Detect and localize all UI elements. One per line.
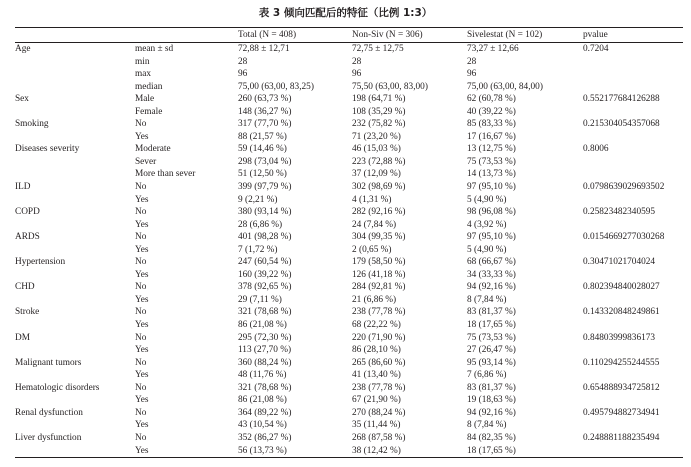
table-row (15, 382, 683, 395)
cell-sivelestat: 98 (96,08 %) (467, 207, 516, 218)
cell-level: Moderate (135, 144, 171, 155)
cell-level: No (135, 257, 147, 268)
cell-total: 86 (21,08 %) (238, 395, 287, 406)
table-row (15, 319, 683, 332)
cell-sivelestat: 83 (81,37 %) (467, 307, 516, 318)
cell-non-siv: 37 (12,09 %) (352, 169, 401, 180)
cell-non-siv: 126 (41,18 %) (352, 269, 406, 280)
table-row (15, 445, 683, 458)
cell-pvalue: 0.8006 (583, 144, 609, 155)
cell-pvalue (583, 168, 683, 181)
cell-non-siv: 179 (58,50 %) (352, 257, 406, 268)
cell-sivelestat: 62 (60,78 %) (467, 94, 516, 105)
cell-pvalue (583, 56, 683, 69)
cell-level: No (135, 119, 147, 130)
cell-non-siv: 35 (11,44 %) (352, 420, 401, 431)
cell-total: 96 (238, 69, 248, 80)
cell-level: No (135, 357, 147, 368)
cell-variable (15, 194, 135, 207)
cell-pvalue (583, 194, 683, 207)
cell-non-siv: 268 (87,58 %) (352, 432, 406, 443)
table-row (15, 93, 683, 106)
cell-non-siv: 282 (92,16 %) (352, 207, 406, 218)
cell-sivelestat: 84 (82,35 %) (467, 432, 516, 443)
cell-level: Yes (135, 445, 238, 458)
cell-total: 86 (21,08 %) (238, 320, 287, 331)
table-row (15, 106, 683, 119)
cell-pvalue: 0.802394840028027 (583, 282, 660, 293)
cell-total: 399 (97,79 %) (238, 182, 292, 193)
cell-pvalue (583, 344, 683, 357)
cell-variable: Malignant tumors (15, 357, 82, 368)
cell-non-siv: 4 (1,31 %) (352, 194, 392, 205)
table-row (15, 332, 683, 345)
cell-non-siv: 72,75 ± 12,75 (352, 44, 404, 54)
cell-variable: Stroke (15, 307, 40, 318)
cell-total: 9 (2,21 %) (238, 194, 278, 205)
cell-level: median (135, 81, 163, 92)
cell-level: mean ± sd (135, 44, 174, 54)
cell-sivelestat: 5 (4,90 %) (467, 244, 507, 255)
table-row (15, 168, 683, 181)
cell-sivelestat: 4 (3,92 %) (467, 219, 507, 230)
cell-sivelestat: 75,00 (63,00, 84,00) (467, 81, 543, 92)
cell-non-siv: 67 (21,90 %) (352, 395, 401, 406)
table-row (15, 194, 683, 207)
cell-total: 148 (36,27 %) (238, 106, 292, 117)
cell-sivelestat: 34 (33,33 %) (467, 269, 516, 280)
cell-pvalue (583, 81, 683, 94)
cell-sivelestat: 97 (95,10 %) (467, 182, 516, 193)
cell-level: Yes (135, 294, 149, 305)
cell-sivelestat: 19 (18,63 %) (467, 395, 516, 406)
cell-pvalue: 0.0798639029693502 (583, 182, 665, 193)
cell-total: 247 (60,54 %) (238, 257, 292, 268)
cell-variable (15, 419, 135, 432)
cell-variable (15, 131, 135, 144)
cell-level: Yes (135, 131, 149, 142)
characteristics-table (15, 27, 683, 458)
cell-pvalue (583, 106, 683, 119)
cell-non-siv: 86 (28,10 %) (352, 345, 401, 356)
cell-pvalue: 0.552177684126288 (583, 94, 660, 105)
cell-variable (15, 319, 135, 332)
cell-level: No (135, 307, 147, 318)
cell-total: 298 (73,04 %) (238, 156, 292, 167)
table-row (15, 156, 683, 169)
cell-pvalue (583, 319, 683, 332)
cell-level: max (135, 69, 152, 80)
cell-sivelestat: 40 (39,22 %) (467, 106, 516, 117)
cell-variable (15, 106, 135, 119)
header-level (135, 28, 238, 43)
cell-non-siv: 220 (71,90 %) (352, 332, 406, 343)
table-row (15, 219, 683, 232)
table-row (15, 357, 683, 370)
cell-sivelestat: 5 (4,90 %) (467, 194, 507, 205)
cell-sivelestat: 27 (26,47 %) (467, 345, 516, 356)
cell-pvalue: 0.495794882734941 (583, 407, 660, 418)
cell-total: 364 (89,22 %) (238, 407, 292, 418)
cell-level: Sever (135, 156, 157, 167)
cell-non-siv: 46 (15,03 %) (352, 144, 401, 155)
cell-non-siv: 232 (75,82 %) (352, 119, 406, 130)
cell-non-siv: 68 (22,22 %) (352, 320, 401, 331)
cell-non-siv: 24 (7,84 %) (352, 219, 397, 230)
cell-pvalue: 0.7204 (583, 44, 609, 54)
header-non-siv: Non-Siv (N = 306) (352, 28, 467, 43)
table-row (15, 181, 683, 194)
cell-non-siv: 41 (13,40 %) (352, 370, 401, 381)
cell-total: 7 (1,72 %) (238, 244, 278, 255)
table-row (15, 419, 683, 432)
cell-variable: CHD (15, 282, 35, 293)
cell-level: min (135, 56, 150, 67)
table-row (15, 143, 683, 156)
cell-sivelestat: 94 (92,16 %) (467, 282, 516, 293)
cell-variable (15, 56, 135, 69)
cell-non-siv: 21 (6,86 %) (352, 294, 397, 305)
cell-pvalue (583, 131, 683, 144)
cell-variable: Sex (15, 94, 29, 105)
header-sivelestat: Sivelestat (N = 102) (467, 28, 583, 43)
cell-sivelestat: 68 (66,67 %) (467, 257, 516, 268)
cell-sivelestat: 8 (7,84 %) (467, 420, 507, 431)
cell-level: Yes (135, 219, 149, 230)
cell-level: Male (135, 94, 155, 105)
cell-pvalue (583, 219, 683, 232)
cell-sivelestat: 7 (6,86 %) (467, 370, 507, 381)
table-row (15, 269, 683, 282)
table-row (15, 244, 683, 257)
cell-level: Yes (135, 370, 149, 381)
cell-pvalue: 0.654888934725812 (583, 382, 660, 393)
table-row (15, 281, 683, 294)
cell-variable (15, 219, 135, 232)
cell-total: 28 (6,86 %) (238, 219, 283, 230)
cell-pvalue (583, 369, 683, 382)
cell-pvalue (583, 445, 683, 458)
cell-pvalue (583, 294, 683, 307)
cell-total: 321 (78,68 %) (238, 382, 292, 393)
cell-non-siv: 238 (77,78 %) (352, 382, 406, 393)
cell-level: Yes (135, 194, 149, 205)
cell-non-siv: 108 (35,29 %) (352, 106, 406, 117)
table-row (15, 231, 683, 244)
cell-total: 317 (77,70 %) (238, 119, 292, 130)
cell-total: 28 (238, 56, 248, 67)
cell-level: Yes (135, 320, 149, 331)
cell-total: 160 (39,22 %) (238, 269, 292, 280)
cell-non-siv: 75,50 (63,00, 83,00) (352, 81, 428, 92)
cell-variable: Smoking (15, 119, 49, 130)
cell-variable (15, 269, 135, 282)
cell-level: No (135, 232, 147, 243)
cell-pvalue: 0.84803999836173 (583, 332, 656, 343)
cell-variable (15, 81, 135, 94)
cell-total: 321 (78,68 %) (238, 307, 292, 318)
cell-sivelestat: 95 (93,14 %) (467, 357, 516, 368)
table-row (15, 432, 683, 445)
cell-variable: Hematologic disorders (15, 382, 100, 393)
cell-level: Yes (135, 420, 149, 431)
cell-non-siv: 38 (12,42 %) (352, 445, 467, 458)
cell-pvalue (583, 68, 683, 81)
table-row (15, 344, 683, 357)
header-total: Total (N = 408) (238, 28, 352, 43)
cell-total: 29 (7,11 %) (238, 294, 282, 305)
cell-total: 72,88 ± 12,71 (238, 44, 290, 54)
cell-sivelestat: 17 (16,67 %) (467, 131, 516, 142)
cell-sivelestat: 18 (17,65 %) (467, 445, 583, 458)
table-row (15, 56, 683, 69)
cell-pvalue: 0.143320848249861 (583, 307, 660, 318)
cell-sivelestat: 85 (83,33 %) (467, 119, 516, 130)
table-row (15, 256, 683, 269)
cell-pvalue (583, 394, 683, 407)
table-row (15, 131, 683, 144)
cell-variable (15, 68, 135, 81)
cell-total: 360 (88,24 %) (238, 357, 292, 368)
cell-non-siv: 96 (352, 69, 362, 80)
header-variable (15, 28, 135, 43)
cell-sivelestat: 8 (7,84 %) (467, 294, 507, 305)
cell-level: Female (135, 106, 163, 117)
cell-variable (15, 394, 135, 407)
cell-sivelestat: 97 (95,10 %) (467, 232, 516, 243)
cell-non-siv: 28 (352, 56, 362, 67)
cell-sivelestat: 83 (81,37 %) (467, 382, 516, 393)
cell-total: 113 (27,70 %) (238, 345, 292, 356)
cell-level: Yes (135, 244, 149, 255)
cell-level: No (135, 332, 147, 343)
table-row (15, 294, 683, 307)
cell-variable: Diseases severity (15, 144, 80, 155)
table-body (15, 43, 683, 458)
cell-non-siv: 284 (92,81 %) (352, 282, 406, 293)
cell-level: Yes (135, 345, 149, 356)
cell-variable (15, 156, 135, 169)
table-row (15, 43, 683, 56)
cell-level: No (135, 432, 147, 443)
header-row (15, 28, 683, 43)
cell-sivelestat: 13 (12,75 %) (467, 144, 516, 155)
cell-non-siv: 304 (99,35 %) (352, 232, 406, 243)
cell-non-siv: 265 (86,60 %) (352, 357, 406, 368)
cell-pvalue (583, 269, 683, 282)
table-row (15, 206, 683, 219)
cell-sivelestat: 14 (13,73 %) (467, 169, 516, 180)
cell-variable: Age (15, 44, 31, 54)
table-row (15, 407, 683, 420)
cell-level: No (135, 282, 147, 293)
cell-total: 43 (10,54 %) (238, 420, 287, 431)
table-row (15, 118, 683, 131)
cell-variable (15, 344, 135, 357)
cell-variable (15, 294, 135, 307)
cell-pvalue: 0.110294255244555 (583, 357, 660, 368)
cell-sivelestat: 18 (17,65 %) (467, 320, 516, 331)
cell-level: No (135, 182, 147, 193)
cell-sivelestat: 96 (467, 69, 477, 80)
header-pvalue: pvalue (583, 28, 683, 43)
cell-total: 378 (92,65 %) (238, 282, 292, 293)
cell-total: 75,00 (63,00, 83,25) (238, 81, 314, 92)
cell-pvalue: 0.30471021704024 (583, 257, 656, 268)
cell-total: 352 (86,27 %) (238, 432, 292, 443)
cell-non-siv: 302 (98,69 %) (352, 182, 406, 193)
table-row (15, 369, 683, 382)
cell-sivelestat: 75 (73,53 %) (467, 332, 516, 343)
cell-pvalue (583, 419, 683, 432)
cell-total: 51 (12,50 %) (238, 169, 287, 180)
table-row (15, 306, 683, 319)
cell-level: No (135, 382, 147, 393)
cell-total: 48 (11,76 %) (238, 370, 287, 381)
table-row (15, 68, 683, 81)
cell-non-siv: 2 (0,65 %) (352, 244, 392, 255)
cell-sivelestat: 73,27 ± 12,66 (467, 44, 519, 54)
cell-total: 295 (72,30 %) (238, 332, 292, 343)
cell-non-siv: 238 (77,78 %) (352, 307, 406, 318)
cell-total: 380 (93,14 %) (238, 207, 292, 218)
cell-pvalue: 0.215304054357068 (583, 119, 660, 130)
cell-pvalue: 0.248881188235494 (583, 432, 660, 443)
cell-pvalue (583, 244, 683, 257)
cell-variable: Renal dysfunction (15, 407, 83, 418)
cell-variable: ARDS (15, 232, 40, 243)
cell-variable (15, 168, 135, 181)
cell-total: 401 (98,28 %) (238, 232, 292, 243)
cell-level: More than sever (135, 169, 196, 180)
cell-level: Yes (135, 269, 149, 280)
cell-level: No (135, 207, 147, 218)
cell-variable: DM (15, 332, 30, 343)
cell-total: 59 (14,46 %) (238, 144, 287, 155)
cell-level: Yes (135, 395, 149, 406)
cell-level: No (135, 407, 147, 418)
cell-pvalue: 0.0154669277030268 (583, 232, 665, 243)
cell-variable (15, 445, 135, 458)
cell-sivelestat: 75 (73,53 %) (467, 156, 516, 167)
cell-total: 260 (63,73 %) (238, 94, 292, 105)
cell-pvalue: 0.25823482340595 (583, 207, 656, 218)
cell-variable (15, 369, 135, 382)
table-row (15, 394, 683, 407)
cell-variable: Hypertension (15, 257, 66, 268)
cell-non-siv: 71 (23,20 %) (352, 131, 401, 142)
table-caption: 表 3 倾向匹配后的特征（比例 1:3） (258, 7, 433, 19)
cell-sivelestat: 94 (92,16 %) (467, 407, 516, 418)
cell-variable: COPD (15, 207, 40, 218)
cell-total: 56 (13,73 %) (238, 445, 352, 458)
cell-non-siv: 223 (72,88 %) (352, 156, 406, 167)
cell-pvalue (583, 156, 683, 169)
cell-sivelestat: 28 (467, 56, 477, 67)
cell-non-siv: 270 (88,24 %) (352, 407, 406, 418)
cell-variable: ILD (15, 182, 31, 193)
cell-total: 88 (21,57 %) (238, 131, 287, 142)
table-header (15, 28, 683, 43)
cell-variable (15, 244, 135, 257)
cell-variable: Liver dysfunction (15, 432, 82, 443)
cell-non-siv: 198 (64,71 %) (352, 94, 406, 105)
table-row (15, 81, 683, 94)
